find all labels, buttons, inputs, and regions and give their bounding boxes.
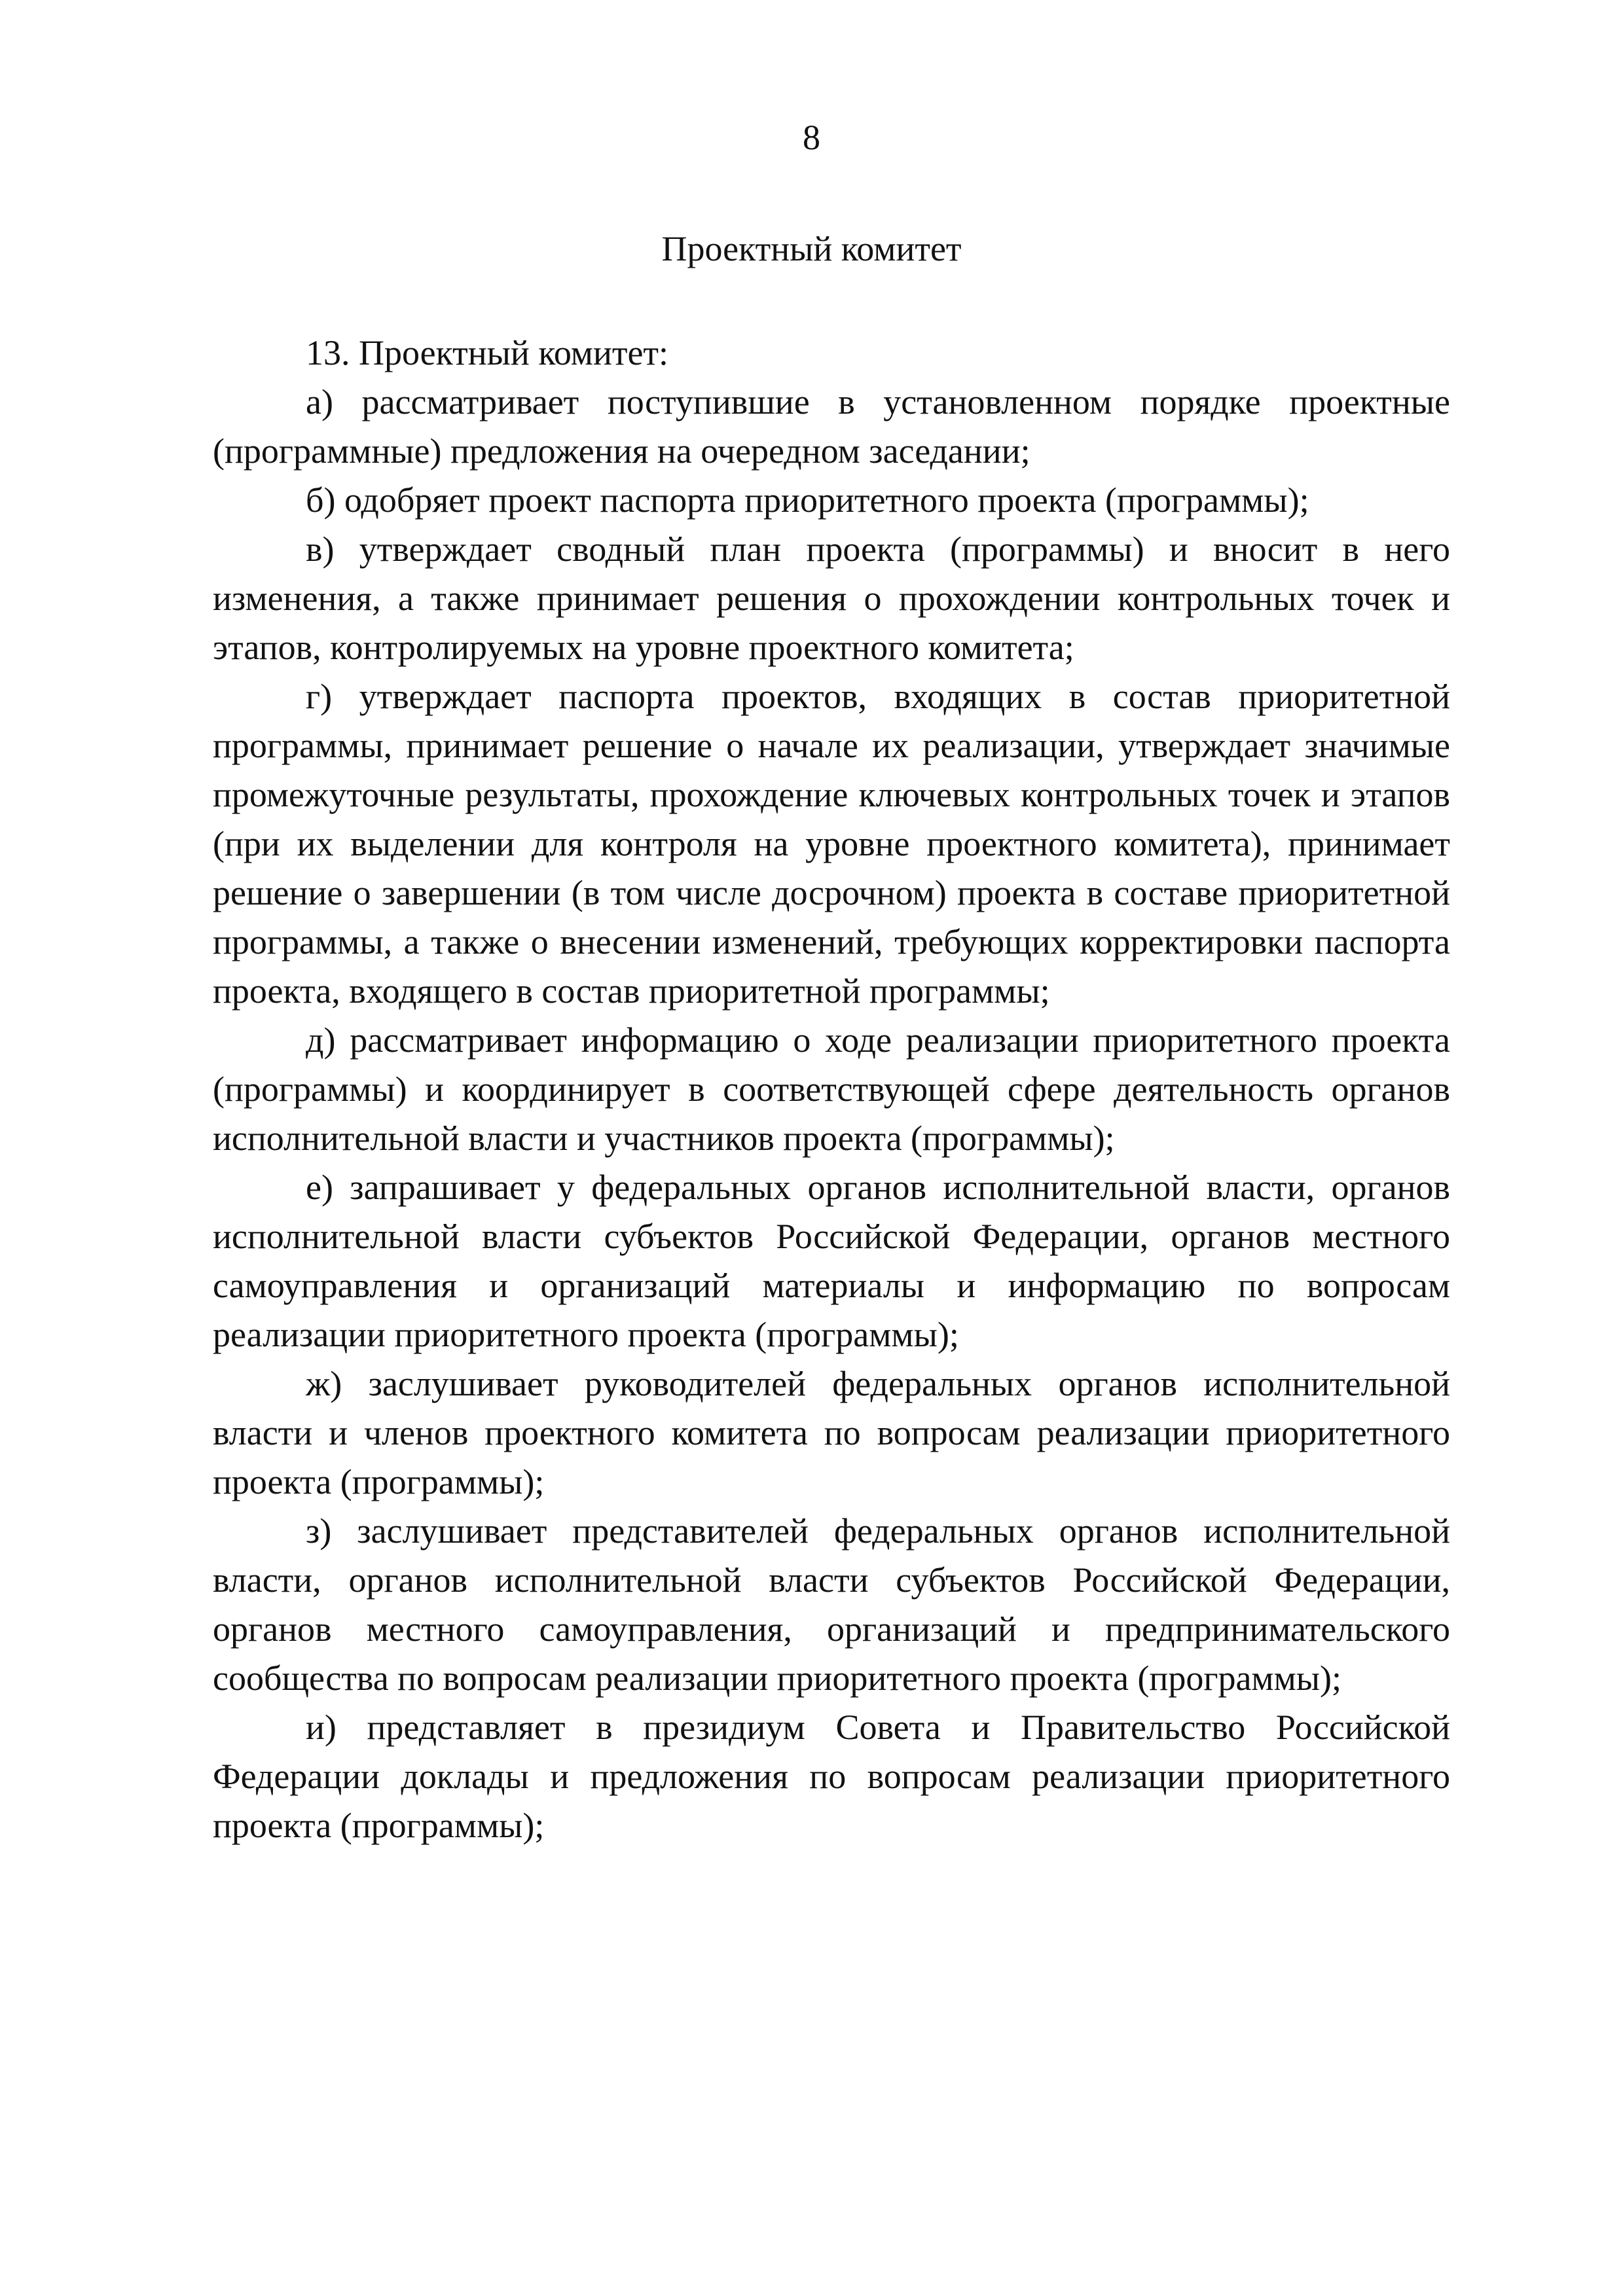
clause-item-i: и) представляет в президиум Совета и Правительство Российской Федерации доклады и предложения по вопросам реализации приоритетного проекта (программы);: [213, 1708, 1450, 1845]
clause-item-z: з) заслушивает представителей федеральных органов исполнительной власти, органов исполнительной власти субъектов Российской Федерации, органов местного самоуправления, организаций и предпринимательского сообщества по вопросам реализации приоритетного проекта (программы);: [213, 1511, 1450, 1698]
document-body: [213, 329, 1450, 1850]
clause-item-zh: ж) заслушивает руководителей федеральных органов исполнительной власти и членов проектного комитета по вопросам реализации приоритетного проекта (программы);: [213, 1364, 1450, 1501]
clause-item-a: а) рассматривает поступившие в установленном порядке проектные (программные) предложения на очередном заседании;: [213, 382, 1450, 471]
clause-item-v: в) утверждает сводный план проекта (программы) и вносит в него изменения, а также принимает решения о прохождении контрольных точек и этапов, контролируемых на уровне проектного комитета;: [213, 529, 1450, 667]
clause-intro: 13. Проектный комитет:: [306, 333, 669, 372]
clause-item-e: е) запрашивает у федеральных органов исполнительной власти, органов исполнительной власти субъектов Российской Федерации, органов местного самоуправления и организаций материалы и информацию по вопросам реализации приоритетного проекта (программы);: [213, 1168, 1450, 1354]
clause-item-b: б) одобряет проект паспорта приоритетного проекта (программы);: [306, 480, 1309, 520]
page-number: 8: [803, 118, 820, 157]
clause-item-g: г) утверждает паспорта проектов, входящих в состав приоритетной программы, принимает решение о начале их реализации, утверждает значимые промежуточные результаты, прохождение ключевых контрольных точек и этапов (при их выделении для контроля на уровне проектного комитета), принимает решение о завершении (в том числе досрочном) проекта в составе приоритетной программы, а также о внесении изменений, требующих корректировки паспорта проекта, входящего в состав приоритетной программы;: [213, 677, 1450, 1011]
clause-item-d: д) рассматривает информацию о ходе реализации приоритетного проекта (программы) и координирует в соответствующей сфере деятельность органов исполнительной власти и участников проекта (программы);: [213, 1020, 1450, 1158]
section-title: Проектный комитет: [661, 229, 962, 268]
